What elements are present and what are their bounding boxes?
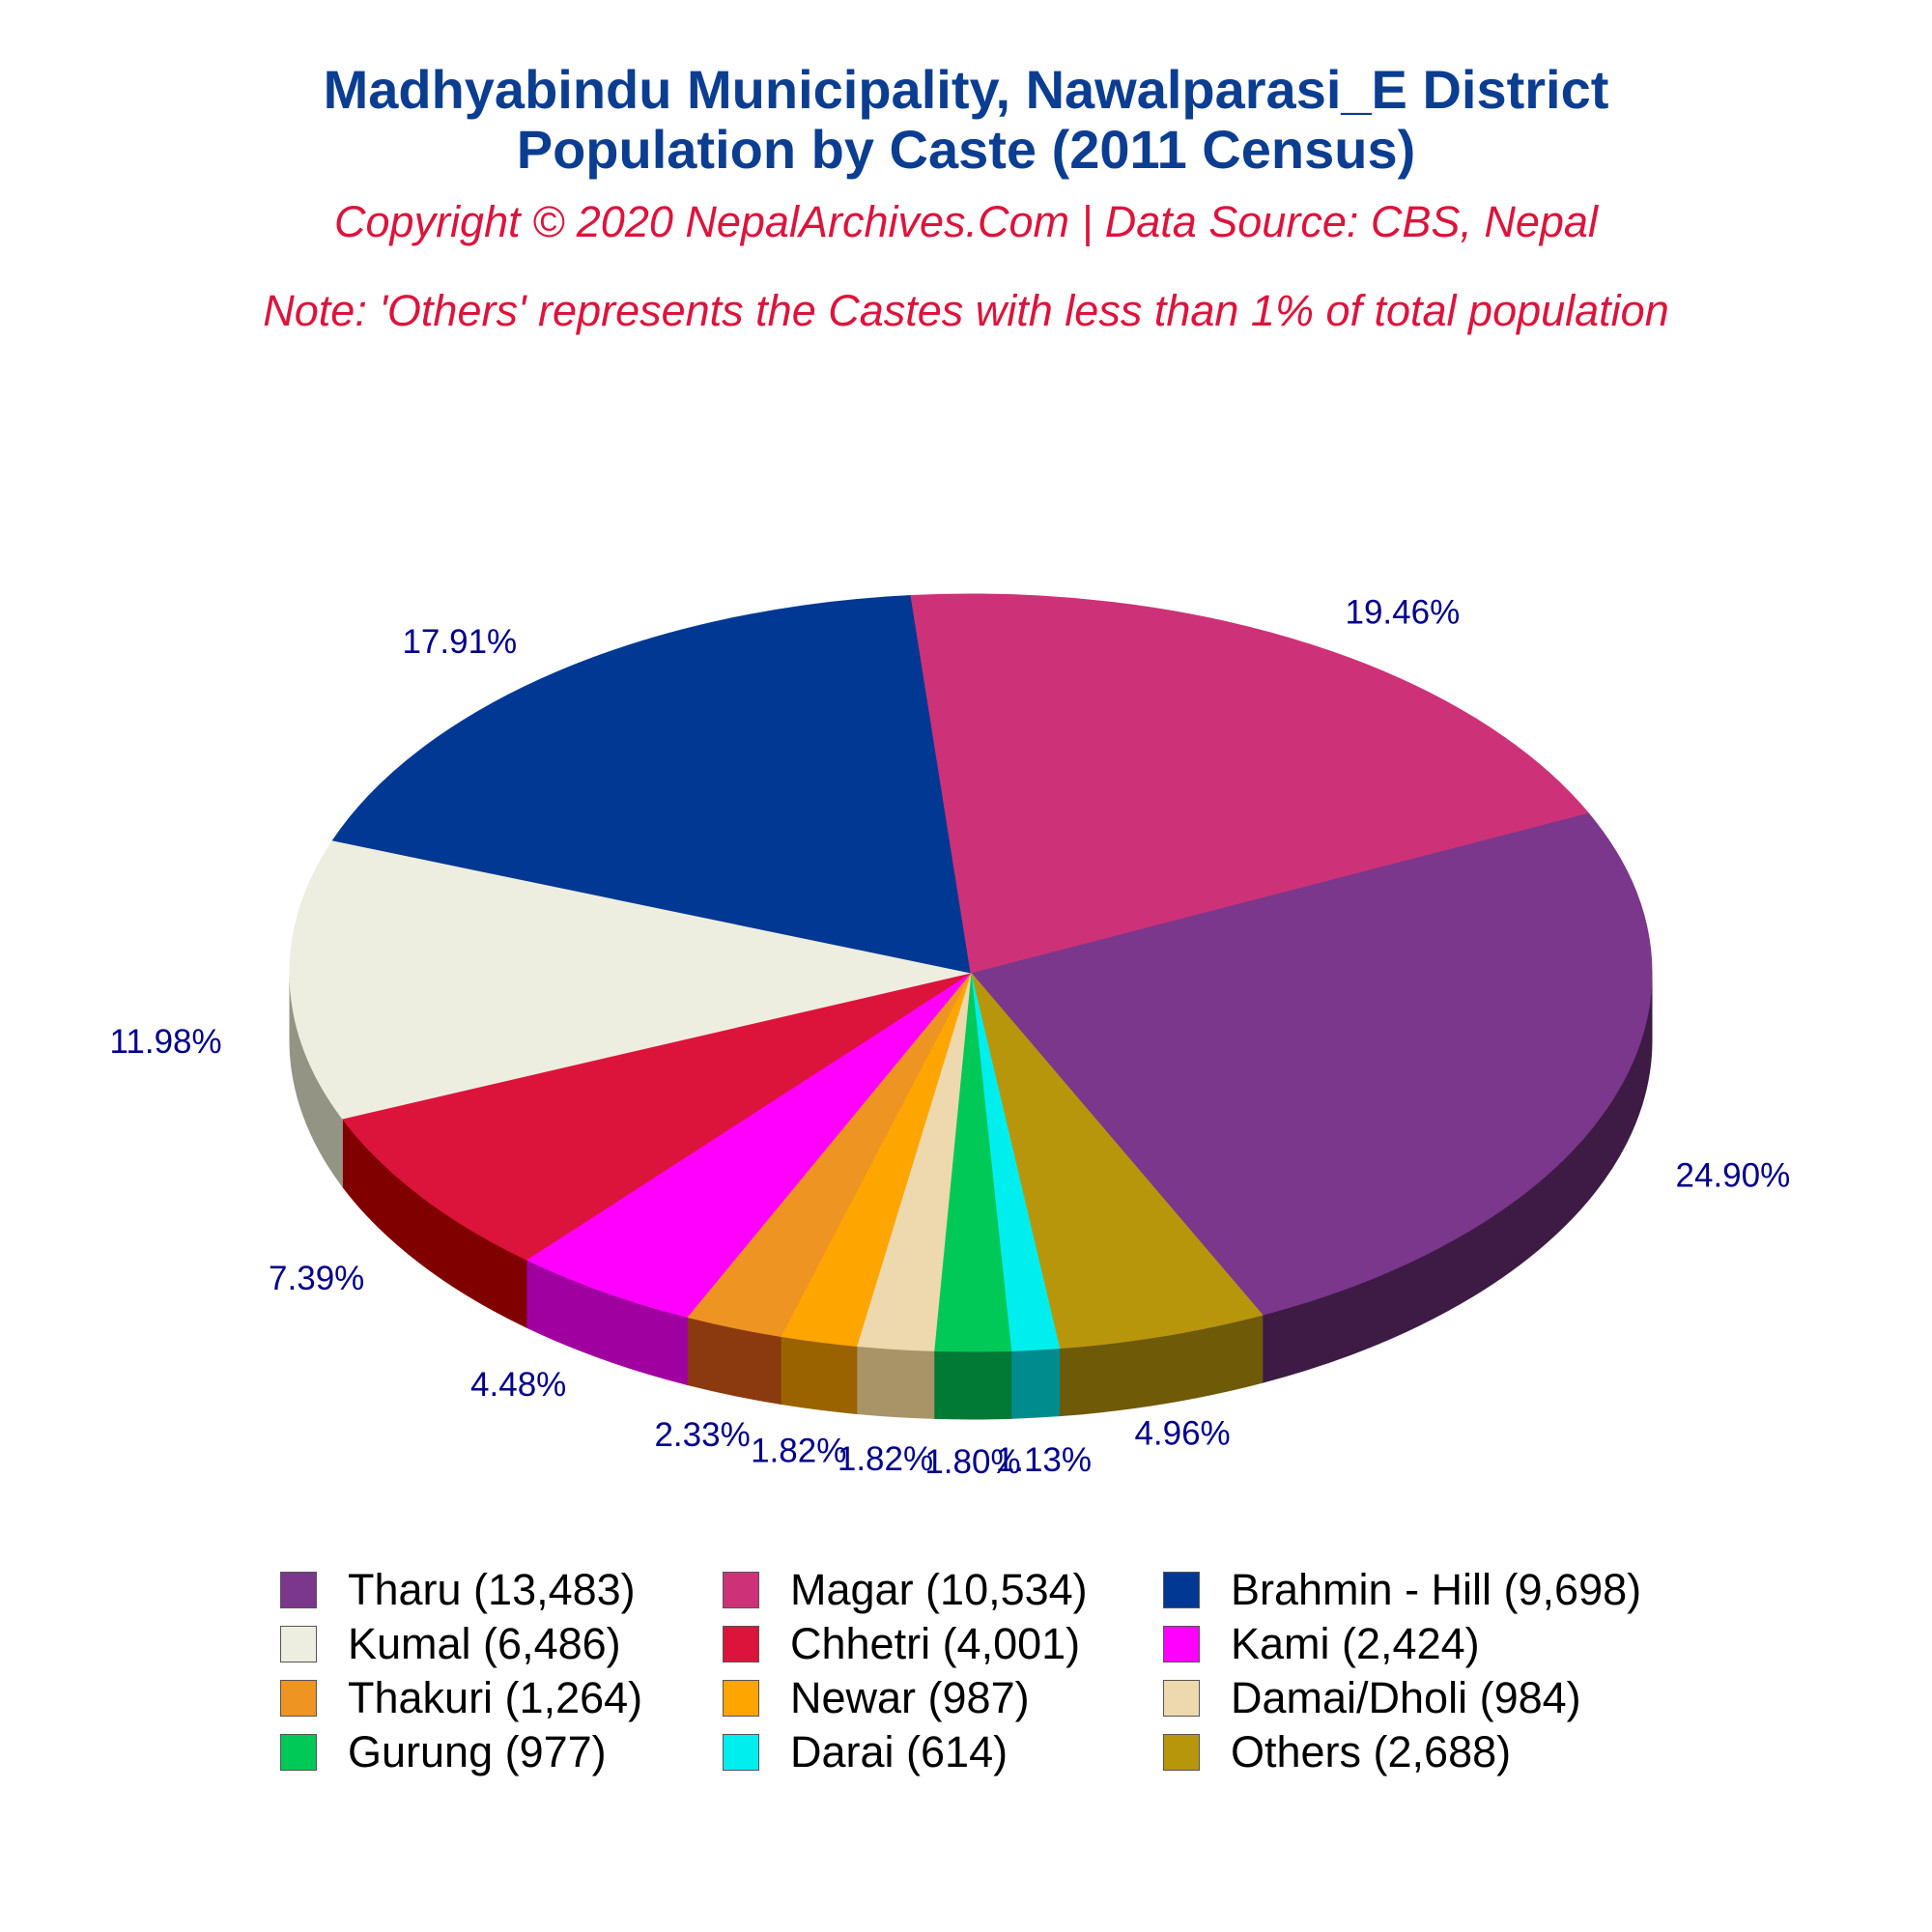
percent-label-newar: 1.82% — [751, 1432, 847, 1470]
legend-item-gurung — [280, 1725, 723, 1779]
percent-label-kami: 4.48% — [470, 1365, 567, 1404]
legend-swatch — [280, 1734, 317, 1771]
legend-item-magar — [723, 1563, 1163, 1617]
pie-side-damai-dholi — [857, 1346, 934, 1418]
chart-title-line2: Population by Caste (2011 Census) — [516, 119, 1416, 180]
percent-label-chhetri: 7.39% — [269, 1260, 365, 1298]
legend-label: Newar (987) — [790, 1673, 1030, 1722]
legend-label: Brahmin - Hill (9,698) — [1231, 1565, 1642, 1614]
percent-label-damai-dholi: 1.82% — [837, 1440, 934, 1479]
legend-swatch — [723, 1680, 759, 1717]
pie-side-newar — [781, 1336, 857, 1413]
percent-label-brahmin-hill: 17.91% — [402, 622, 518, 661]
copyright-text: Copyright © 2020 NepalArchives.Com | Data Source: CBS, Nepal — [334, 197, 1598, 246]
pie-slices — [290, 594, 1652, 1351]
note-text: Note: 'Others' represents the Castes with less than 1% of total population — [263, 286, 1669, 335]
legend-item-brahmin-hill — [1163, 1563, 1646, 1617]
legend-label: Gurung (977) — [348, 1727, 607, 1776]
legend-item-newar — [723, 1671, 1163, 1725]
legend-label: Thakuri (1,264) — [348, 1673, 643, 1722]
percent-label-magar: 19.46% — [1345, 593, 1461, 632]
legend-label: Darai (614) — [790, 1727, 1009, 1776]
percent-label-gurung: 1.80% — [924, 1442, 1021, 1481]
legend-label: Others (2,688) — [1231, 1727, 1512, 1776]
pie-side-darai — [1011, 1349, 1060, 1419]
percent-label-darai: 1.13% — [995, 1440, 1093, 1479]
legend-item-thakuri — [280, 1671, 723, 1725]
legend-label: Kami (2,424) — [1231, 1619, 1480, 1668]
pie-side-gurung — [934, 1350, 1011, 1419]
legend — [280, 1563, 1729, 1779]
legend-item-kami — [1163, 1617, 1646, 1671]
legend-swatch — [1163, 1680, 1200, 1717]
legend-item-tharu — [280, 1563, 723, 1617]
percent-label-thakuri: 2.33% — [654, 1416, 751, 1455]
percent-label-tharu: 24.90% — [1675, 1156, 1791, 1195]
percent-label-kumal: 11.98% — [109, 1023, 222, 1062]
legend-label: Kumal (6,486) — [348, 1619, 621, 1668]
chart-title-line1: Madhyabindu Municipality, Nawalparasi_E District — [323, 59, 1609, 120]
legend-item-darai — [723, 1725, 1163, 1779]
legend-swatch — [280, 1626, 317, 1662]
legend-item-chhetri — [723, 1617, 1163, 1671]
legend-swatch — [1163, 1626, 1200, 1662]
legend-swatch — [723, 1626, 759, 1662]
legend-label: Damai/Dholi (984) — [1231, 1673, 1581, 1722]
legend-label: Magar (10,534) — [790, 1565, 1088, 1614]
legend-item-damai-dholi — [1163, 1671, 1646, 1725]
legend-label: Tharu (13,483) — [348, 1565, 636, 1614]
legend-swatch — [1163, 1734, 1200, 1771]
legend-swatch — [1163, 1572, 1200, 1608]
legend-item-kumal — [280, 1617, 723, 1671]
legend-swatch — [280, 1572, 317, 1608]
percent-label-others: 4.96% — [1134, 1414, 1231, 1453]
legend-swatch — [723, 1734, 759, 1771]
legend-label: Chhetri (4,001) — [790, 1619, 1081, 1668]
legend-swatch — [723, 1572, 759, 1608]
legend-item-others — [1163, 1725, 1646, 1779]
legend-swatch — [280, 1680, 317, 1717]
